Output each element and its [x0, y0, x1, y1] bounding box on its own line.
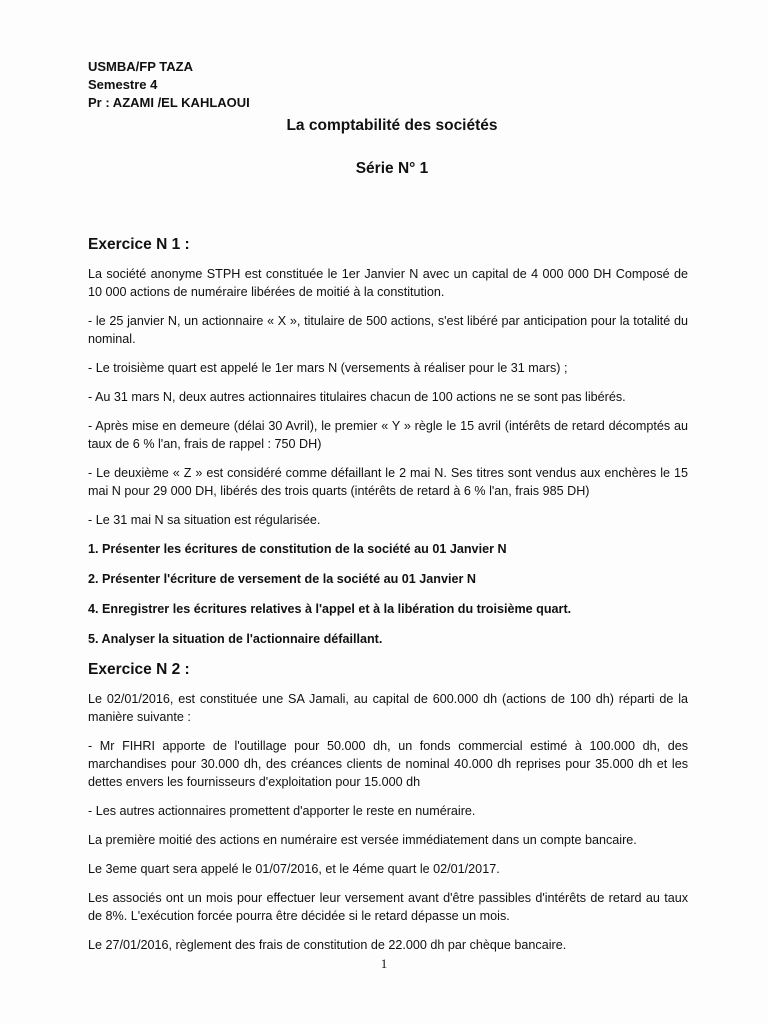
- professors-line: Pr : AZAMI /EL KAHLAOUI: [88, 95, 250, 110]
- exercise-1-paragraph: - Le troisième quart est appelé le 1er mars N (versements à réaliser pour le 31 mars) ;: [88, 361, 568, 375]
- exercise-2-section: [88, 660, 688, 954]
- exercise-1-paragraph: La société anonyme STPH est constituée le 1er Janvier N avec un capital de 4 000 000 DH Composé de 10 000 actions de numéraire libérées de moitié à la constitution.: [88, 267, 688, 299]
- page-number: 1: [380, 956, 388, 971]
- exercise-2-paragraph: - Mr FIHRI apporte de l'outillage pour 50.000 dh, un fonds commercial estimé à 100.000 dh, des marchandises pour 30.000 dh, des créances clients de nominal 40.000 dh reprises pour 35.000 dh et les dettes envers les fournisseurs d'exploitation pour 15.000 dh: [88, 739, 688, 789]
- exercise-1-paragraph: - Le deuxième « Z » est considéré comme défaillant le 2 mai N. Ses titres sont vendus aux enchères le 15 mai N pour 29 000 DH, libérés des trois quarts (intérêts de retard à 6 % l'an, frais 985 DH): [88, 466, 688, 498]
- exercise-2-paragraph: Les associés ont un mois pour effectuer leur versement avant d'être passibles d'intérêts de retard au taux de 8%. L'exécution forcée pourra être décidée si le retard dépasse un mois.: [88, 891, 688, 923]
- exercise-1-section: [88, 235, 688, 648]
- document-body: [88, 235, 688, 965]
- exercise-1-paragraph: - Au 31 mars N, deux autres actionnaires titulaires chacun de 100 actions ne se sont pas libérés.: [88, 390, 626, 404]
- institution-line: USMBA/FP TAZA: [88, 59, 193, 74]
- exercise-2-paragraph: La première moitié des actions en numéraire est versée immédiatement dans un compte bancaire.: [88, 833, 637, 847]
- semester-line: Semestre 4: [88, 77, 158, 92]
- exercise-1-question: 2. Présenter l'écriture de versement de la société au 01 Janvier N: [88, 572, 477, 586]
- exercise-2-paragraph: Le 02/01/2016, est constituée une SA Jamali, au capital de 600.000 dh (actions de 100 dh) réparti de la manière suivante :: [88, 692, 688, 724]
- exercise-1-question: 1. Présenter les écritures de constitution de la société au 01 Janvier N: [88, 542, 507, 556]
- exercise-1-question: 5. Analyser la situation de l'actionnaire défaillant.: [88, 632, 383, 646]
- exercise-1-paragraph: - Après mise en demeure (délai 30 Avril), le premier « Y » règle le 15 avril (intérêts de retard décomptés au taux de 6 % l'an, frais de rappel : 750 DH): [88, 419, 688, 451]
- exercise-2-paragraph: Le 3eme quart sera appelé le 01/07/2016, et le 4éme quart le 02/01/2017.: [88, 862, 500, 876]
- document-header: [88, 58, 250, 112]
- exercise-2-title: Exercice N 2 :: [88, 661, 190, 678]
- exercise-1-paragraph: - le 25 janvier N, un actionnaire « X », titulaire de 500 actions, s'est libéré par anticipation pour la totalité du nominal.: [88, 314, 688, 346]
- exercise-2-paragraph: - Les autres actionnaires promettent d'apporter le reste en numéraire.: [88, 804, 476, 818]
- exercise-1-paragraph: - Le 31 mai N sa situation est régularisée.: [88, 513, 321, 527]
- exercise-1-title: Exercice N 1 :: [88, 236, 190, 253]
- exercise-2-paragraph: Le 27/01/2016, règlement des frais de constitution de 22.000 dh par chèque bancaire.: [88, 938, 567, 952]
- document-subtitle: Série N° 1: [355, 160, 429, 177]
- exercise-1-question: 4. Enregistrer les écritures relatives à l'appel et à la libération du troisième quart.: [88, 602, 572, 616]
- document-title: La comptabilité des sociétés: [286, 117, 498, 134]
